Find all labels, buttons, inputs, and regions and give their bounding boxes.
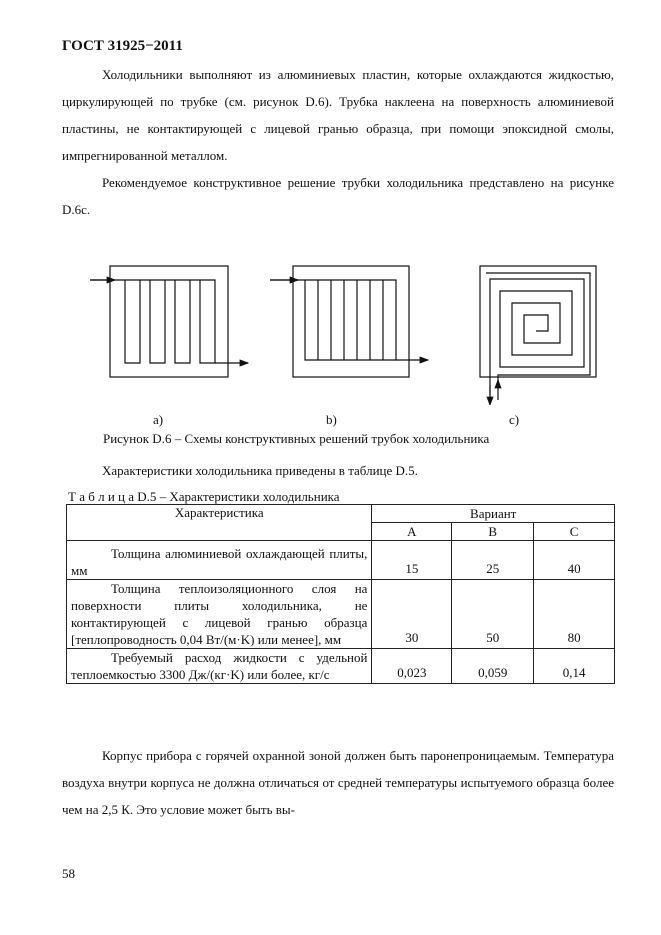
row-label: Требуемый расход жидкости с удельной теплоемкостью 3300 Дж/(кг·K) или более, кг/с — [67, 649, 372, 684]
cell-value: 15 — [372, 541, 452, 580]
tube-schemes-figure — [0, 255, 661, 405]
page-number: 58 — [62, 866, 75, 881]
header-variant-a: A — [372, 523, 452, 541]
paragraph-2: Рекомендуемое конструктивное решение трубки холодильника представлено на рисунке D.6c. — [62, 175, 614, 217]
cell-value: 50 — [452, 580, 534, 649]
figure-caption: Рисунок D.6 – Схемы конструктивных решений трубок холодильника — [103, 431, 490, 446]
cell-value: 25 — [452, 541, 534, 580]
figure-label-a: a) — [153, 412, 164, 427]
row-label: Толщина алюминиевой охлаждающей плиты, мм — [67, 541, 372, 580]
document-header: ГОСТ 31925−2011 — [62, 38, 183, 54]
cooler-characteristics-table — [66, 504, 615, 684]
paragraph-3: Характеристики холодильника приведены в таблице D.5. — [102, 463, 418, 478]
cell-value: 0,059 — [452, 649, 534, 684]
header-characteristic: Характеристика — [67, 505, 372, 541]
cell-value: 30 — [372, 580, 452, 649]
header-variant: Вариант — [372, 505, 615, 523]
table-caption: Т а б л и ц а D.5 – Характеристики холодильника — [68, 489, 340, 504]
scheme-a — [90, 266, 248, 377]
row-label: Толщина теплоизоляционного слоя на поверхности плиты холодильника, не контактирующей с лицевой гранью образца [теплопроводность 0,04 Вт/(м·K) или менее], мм — [67, 580, 372, 649]
cell-value: 0,023 — [372, 649, 452, 684]
cell-value: 0,14 — [534, 649, 615, 684]
cell-value: 40 — [534, 541, 615, 580]
scheme-c — [480, 266, 596, 405]
cell-value: 80 — [534, 580, 615, 649]
table-row — [67, 580, 615, 649]
header-variant-c: C — [534, 523, 615, 541]
figure-label-b: b) — [326, 412, 337, 427]
scheme-b — [270, 266, 428, 377]
paragraph-1: Холодильники выполняют из алюминиевых пластин, которые охлаждаются жидкостью, циркулирующей по трубке (см. рисунок D.6). Трубка наклеена на поверхность алюминиевой пластины, не контактирующей с лицевой гранью образца, при помощи эпоксидной смолы, импрегнированной металлом. — [62, 67, 614, 163]
paragraph-4: Корпус прибора с горячей охранной зоной должен быть паронепроницаемым. Температура воздуха внутри корпуса не должна отличаться от средней температуры испытуемого образца более чем на 2,5 К. Это условие может быть вы- — [62, 748, 614, 817]
figure-label-c: c) — [509, 412, 520, 427]
header-variant-b: B — [452, 523, 534, 541]
table-row — [67, 649, 615, 684]
table-row — [67, 541, 615, 580]
